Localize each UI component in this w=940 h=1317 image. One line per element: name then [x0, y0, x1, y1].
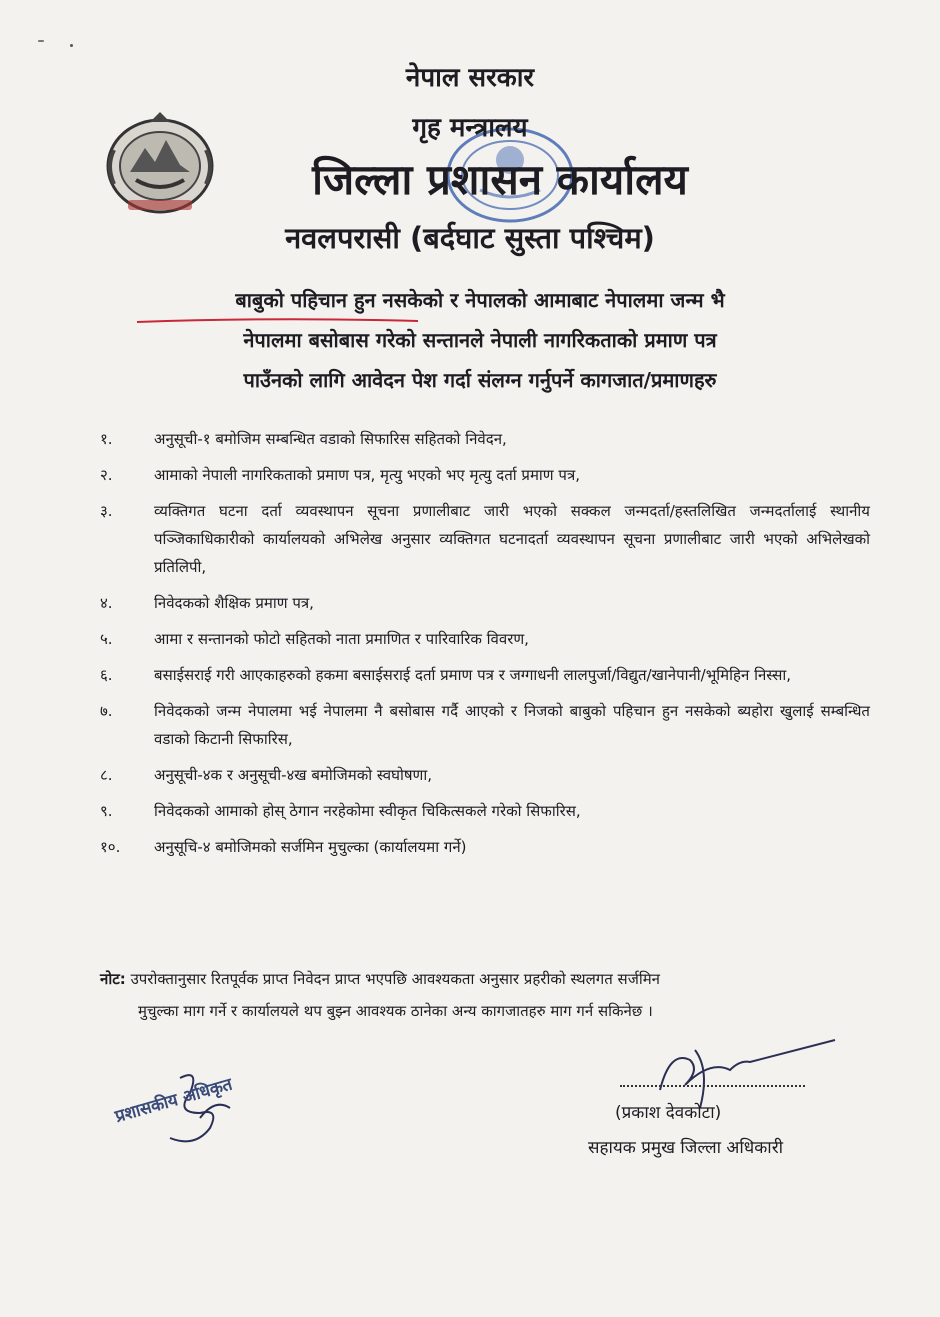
list-item — [100, 661, 870, 689]
list-item — [100, 589, 870, 617]
note-text: मुचुल्का माग गर्ने र कार्यालयले थप बुझ्न आवश्यक ठानेका अन्य कागजातहरु माग गर्न सकिनेछ । — [138, 1002, 653, 1020]
list-item — [100, 697, 870, 753]
item-text: आमा र सन्तानको फोटो सहितको नाता प्रमाणित र पारिवारिक विवरण, — [154, 630, 529, 648]
item-number: ३. — [100, 502, 113, 520]
title-line: नेपालमा बसोबास गरेको सन्तानले नेपाली नागरिकताको प्रमाण पत्र — [243, 328, 717, 352]
item-text: निवेदकको आमाको होस् ठेगान नरहेकोमा स्वीकृत चिकित्सकले गरेको सिफारिस, — [154, 802, 581, 820]
item-number: ४. — [100, 594, 113, 612]
note-paragraph — [100, 963, 870, 1027]
document-title — [100, 280, 860, 400]
red-underline-mark — [135, 313, 420, 327]
item-text: निवेदकको शैक्षिक प्रमाण पत्र, — [154, 594, 314, 612]
scan-speck — [70, 44, 73, 47]
office-heading: जिल्ला प्रशासन कार्यालय — [312, 155, 688, 204]
requirements-list — [100, 425, 870, 869]
list-item — [100, 461, 870, 489]
note-label: नोट: — [100, 970, 126, 988]
item-text: निवेदकको जन्म नेपालमा भई नेपालमा नै बसोबास गर्दै आएको र निजको बाबुको पहिचान हुन नसकेको ब्यहोरा खुलाई सम्बन्धित वडाको किटानी सिफारिस, — [154, 702, 870, 748]
signer-title: सहायक प्रमुख जिल्ला अधिकारी — [588, 1138, 784, 1158]
signature-line — [620, 1065, 805, 1087]
item-number: ७. — [100, 702, 113, 720]
list-item — [100, 833, 870, 861]
officer-stamp: प्रशासकीय अधिकृत — [112, 1074, 235, 1128]
item-number: ६. — [100, 666, 113, 684]
signer-name: (प्रकाश देवकोटा) — [615, 1103, 722, 1123]
item-number: ९. — [100, 802, 113, 820]
item-text: अनुसूची-४क र अनुसूची-४ख बमोजिमको स्वघोषणा, — [154, 766, 432, 784]
title-line: पाउँनको लागि आवेदन पेश गर्दा संलग्न गर्नुपर्ने कागजात/प्रमाणहरु — [243, 368, 717, 392]
list-item — [100, 497, 870, 581]
item-number: ८. — [100, 766, 113, 784]
list-item — [100, 425, 870, 453]
list-item — [100, 625, 870, 653]
title-line: बाबुको पहिचान हुन नसकेको र नेपालको आमाबाट नेपालमा जन्म भै — [235, 288, 725, 312]
ministry-heading: गृह मन्त्रालय — [412, 113, 528, 143]
item-text: आमाको नेपाली नागरिकताको प्रमाण पत्र, मृत्यु भएको भए मृत्यु दर्ता प्रमाण पत्र, — [154, 466, 580, 484]
list-item — [100, 761, 870, 789]
item-text: व्यक्तिगत घटना दर्ता व्यवस्थापन सूचना प्रणालीबाट जारी भएको सक्कल जन्मदर्ता/हस्तलिखित जन्मदर्तालाई स्थानीय पञ्जिकाधिकारीको कार्यालयको अभिलेख अनुसार व्यक्तिगत घटनादर्ता व्यवस्थापन सूचना प्रणालीबाट जारी भएको अभिलेखको प्रतिलिपी, — [154, 502, 870, 576]
item-text: बसाईसराई गरी आएकाहरुको हकमा बसाईसराई दर्ता प्रमाण पत्र र जग्गाधनी लालपुर्जा/विद्युत/खानेपानी/भूमिहिन निस्सा, — [154, 666, 792, 684]
item-text: अनुसूचि-४ बमोजिमको सर्जमिन मुचुल्का (कार्यालयमा गर्ने) — [154, 838, 467, 856]
government-heading: नेपाल सरकार — [405, 63, 535, 93]
item-text: अनुसूची-१ बमोजिम सम्बन्धित वडाको सिफारिस सहितको निवेदन, — [154, 430, 507, 448]
list-item — [100, 797, 870, 825]
district-heading: नवलपरासी (बर्दघाट सुस्ता पश्चिम) — [285, 221, 655, 255]
note-text: उपरोक्तानुसार रितपूर्वक प्राप्त निवेदन प्राप्त भएपछि आवश्यकता अनुसार प्रहरीको स्थलगत सर्जमिन — [130, 970, 661, 988]
item-number: ५. — [100, 630, 113, 648]
item-number: २. — [100, 466, 113, 484]
item-number: १. — [100, 430, 113, 448]
item-number: १०. — [100, 838, 121, 856]
scan-speck — [38, 40, 44, 42]
